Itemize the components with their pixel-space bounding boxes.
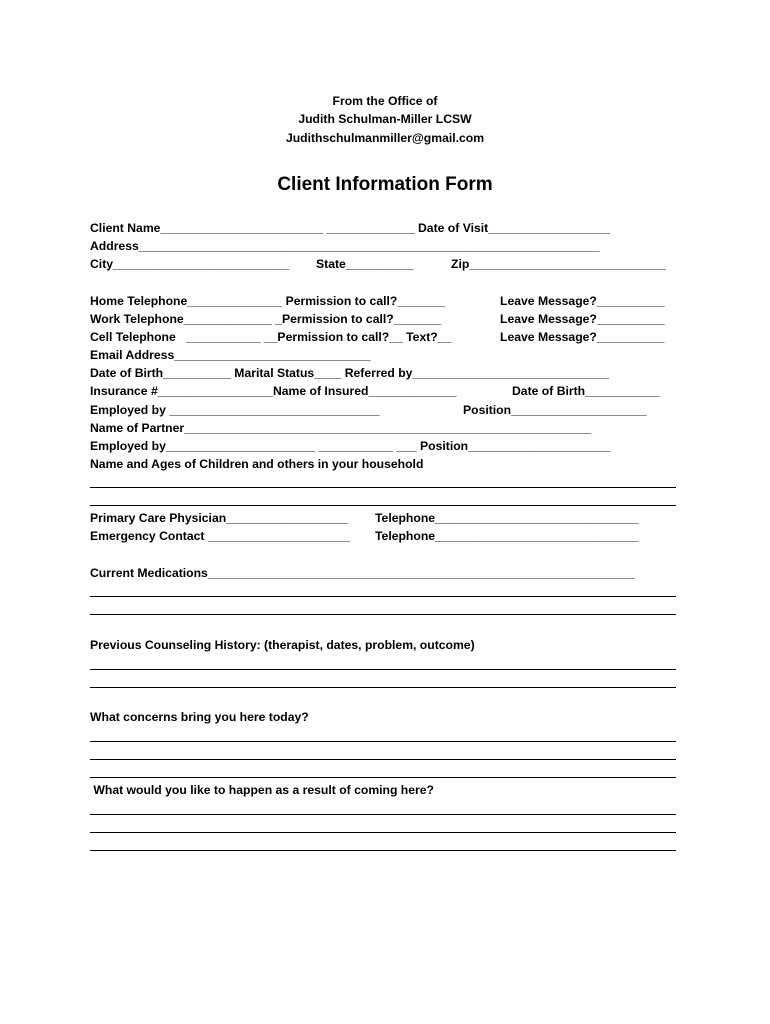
medications-blank-line[interactable]: [90, 614, 676, 615]
children-blank-line[interactable]: [90, 487, 676, 488]
counseling-blank-line[interactable]: [90, 669, 676, 670]
emergency-telephone-field[interactable]: Telephone______________________________: [375, 529, 639, 543]
counseling-blank-line[interactable]: [90, 687, 676, 688]
birth-marital-referred-field[interactable]: Date of Birth__________ Marital Status____ Referred by_____________________________: [90, 366, 610, 380]
practitioner-name: Judith Schulman-Miller LCSW: [298, 112, 472, 126]
home-leave-message-field[interactable]: Leave Message?__________: [500, 294, 665, 308]
primary-care-physician-field[interactable]: Primary Care Physician__________________: [90, 511, 349, 525]
insurance-field[interactable]: Insurance #_________________Name of Insured_____________: [90, 384, 457, 398]
desired-outcome-label: What would you like to happen as a result of coming here?: [90, 783, 434, 797]
client-name-field[interactable]: Client Name________________________ _____________ Date of Visit__________________: [90, 221, 611, 235]
current-medications-field[interactable]: Current Medications_______________________________________________________________: [90, 566, 635, 580]
physician-telephone-field[interactable]: Telephone______________________________: [375, 511, 639, 525]
partner-employer-field[interactable]: Employed by______________________ ___________ ___ Position_____________________: [90, 439, 611, 453]
office-line: From the Office of: [332, 94, 438, 108]
outcome-blank-line[interactable]: [90, 814, 676, 815]
zip-field[interactable]: Zip_____________________________: [451, 257, 666, 271]
outcome-blank-line[interactable]: [90, 850, 676, 851]
insured-date-of-birth-field[interactable]: Date of Birth___________: [512, 384, 660, 398]
counseling-history-label: Previous Counseling History: (therapist, dates, problem, outcome): [90, 638, 475, 652]
children-blank-line[interactable]: [90, 505, 676, 506]
practitioner-email: Judithschulmanmiller@gmail.com: [285, 131, 485, 145]
city-field[interactable]: City__________________________: [90, 257, 290, 271]
form-title: Client Information Form: [277, 174, 493, 195]
email-address-field[interactable]: Email Address_____________________________: [90, 348, 371, 362]
concerns-blank-line[interactable]: [90, 741, 676, 742]
concerns-label: What concerns bring you here today?: [90, 710, 309, 724]
cell-leave-message-field[interactable]: Leave Message?__________: [500, 330, 665, 344]
medications-blank-line[interactable]: [90, 596, 676, 597]
state-field[interactable]: State__________: [316, 257, 414, 271]
employed-by-field[interactable]: Employed by _______________________________: [90, 403, 380, 417]
address-field[interactable]: Address____________________________________________________________________: [90, 239, 600, 253]
work-telephone-field[interactable]: Work Telephone_____________ _Permission to call?_______: [90, 312, 442, 326]
concerns-blank-line[interactable]: [90, 759, 676, 760]
outcome-blank-line[interactable]: [90, 832, 676, 833]
cell-telephone-field[interactable]: Cell Telephone ___________ __Permission to call?__ Text?__: [90, 330, 452, 344]
home-telephone-field[interactable]: Home Telephone______________ Permission to call?_______: [90, 294, 445, 308]
partner-name-field[interactable]: Name of Partner____________________________________________________________: [90, 421, 591, 435]
concerns-blank-line[interactable]: [90, 777, 676, 778]
emergency-contact-field[interactable]: Emergency Contact _____________________: [90, 529, 351, 543]
position-field[interactable]: Position____________________: [463, 403, 647, 417]
work-leave-message-field[interactable]: Leave Message?__________: [500, 312, 665, 326]
children-label: Name and Ages of Children and others in your household: [90, 457, 424, 471]
